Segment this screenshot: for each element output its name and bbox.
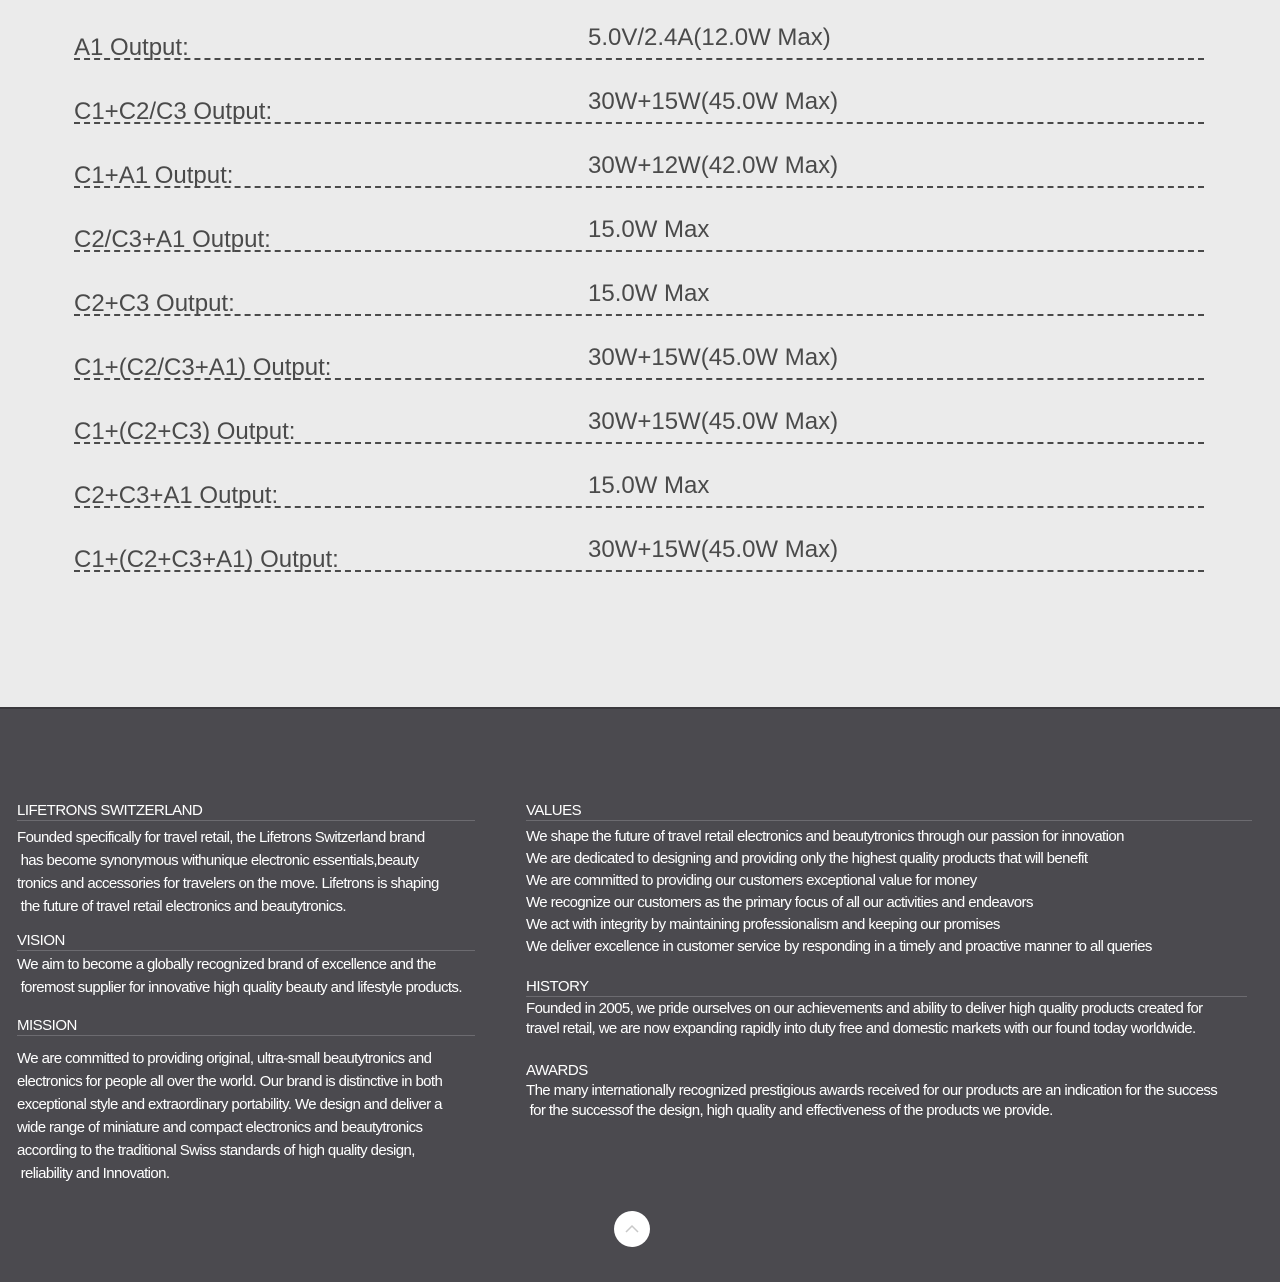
vision-heading: VISION (17, 932, 475, 951)
values-line: We are dedicated to designing and providing only the highest quality products that will benefit (526, 850, 1088, 867)
awards-text (526, 1081, 1217, 1121)
spec-label: C1+A1 Output: (74, 162, 234, 189)
mission-line: reliability and Innovation. (17, 1165, 170, 1182)
values-heading: VALUES (526, 802, 1252, 821)
spec-row (74, 338, 1204, 380)
spec-label: C1+(C2+C3+A1) Output: (74, 546, 339, 573)
spec-row (74, 274, 1204, 316)
history-heading: HISTORY (526, 978, 1247, 997)
spec-value: 15.0W Max (588, 216, 710, 243)
history-line: travel retail, we are now expanding rapidly into duty free and domestic markets with our found today worldwide. (526, 1020, 1196, 1037)
spec-label: C1+(C2/C3+A1) Output: (74, 354, 332, 381)
history-line: Founded in 2005, we pride ourselves on our achievements and ability to deliver high quality products created for (526, 1000, 1203, 1017)
spec-value: 5.0V/2.4A(12.0W Max) (588, 24, 831, 51)
awards-line: for the successof the design, high quality and effectiveness of the products we provide. (526, 1102, 1053, 1119)
about-line: the future of travel retail electronics and beautytronics. (17, 898, 346, 915)
mission-heading: MISSION (17, 1017, 475, 1036)
about-line: tronics and accessories for travelers on the move. Lifetrons is shaping (17, 875, 439, 892)
mission-line: We are committed to providing original, ultra-small beautytronics and (17, 1050, 432, 1067)
values-line: We shape the future of travel retail electronics and beautytronics through our passion for innovation (526, 828, 1124, 845)
vision-text (17, 953, 462, 999)
spec-row (74, 466, 1204, 508)
values-line: We recognize our customers as the primary focus of all our activities and endeavors (526, 894, 1033, 911)
spec-label: C2/C3+A1 Output: (74, 226, 271, 253)
awards-line: The many internationally recognized prestigious awards received for our products are an indication for the success (526, 1082, 1218, 1099)
spec-row (74, 18, 1204, 60)
values-line: We are committed to providing our customers exceptional value for money (526, 872, 977, 889)
mission-text (17, 1047, 442, 1185)
about-line: Founded specifically for travel retail, the Lifetrons Switzerland brand (17, 829, 425, 846)
spec-row (74, 210, 1204, 252)
spec-label: A1 Output: (74, 34, 189, 61)
history-text (526, 999, 1203, 1039)
spec-label: C2+C3+A1 Output: (74, 482, 279, 509)
spec-row (74, 146, 1204, 188)
spec-label: C1+(C2+C3) Output: (74, 418, 296, 445)
chevron-up-icon (624, 1224, 640, 1234)
about-text (17, 826, 439, 918)
spec-row (74, 530, 1204, 572)
site-footer (0, 707, 1280, 1282)
values-text (526, 826, 1152, 958)
spec-row (74, 402, 1204, 444)
values-line: We act with integrity by maintaining professionalism and keeping our promises (526, 916, 1000, 933)
awards-heading: AWARDS (526, 1062, 588, 1079)
mission-line: according to the traditional Swiss standards of high quality design, (17, 1142, 415, 1159)
spec-value: 30W+12W(42.0W Max) (588, 152, 839, 179)
mission-line: wide range of miniature and compact electronics and beautytronics (17, 1119, 423, 1136)
spec-row (74, 82, 1204, 124)
mission-line: electronics for people all over the world. Our brand is distinctive in both (17, 1073, 443, 1090)
about-heading: LIFETRONS SWITZERLAND (17, 802, 475, 821)
mission-line: exceptional style and extraordinary portability. We design and deliver a (17, 1096, 442, 1113)
vision-line: We aim to become a globally recognized brand of excellence and the (17, 956, 436, 973)
spec-value: 15.0W Max (588, 280, 710, 307)
vision-line: foremost supplier for innovative high quality beauty and lifestyle products. (17, 979, 462, 996)
spec-value: 15.0W Max (588, 472, 710, 499)
spec-value: 30W+15W(45.0W Max) (588, 408, 839, 435)
spec-value: 30W+15W(45.0W Max) (588, 88, 839, 115)
scroll-to-top-button[interactable] (614, 1211, 650, 1247)
spec-label: C2+C3 Output: (74, 290, 235, 317)
values-line: We deliver excellence in customer service by responding in a timely and proactive manner to all queries (526, 938, 1152, 955)
spec-value: 30W+15W(45.0W Max) (588, 344, 839, 371)
about-line: has become synonymous withunique electronic essentials,beauty (17, 852, 419, 869)
spec-label: C1+C2/C3 Output: (74, 98, 273, 125)
spec-value: 30W+15W(45.0W Max) (588, 536, 839, 563)
